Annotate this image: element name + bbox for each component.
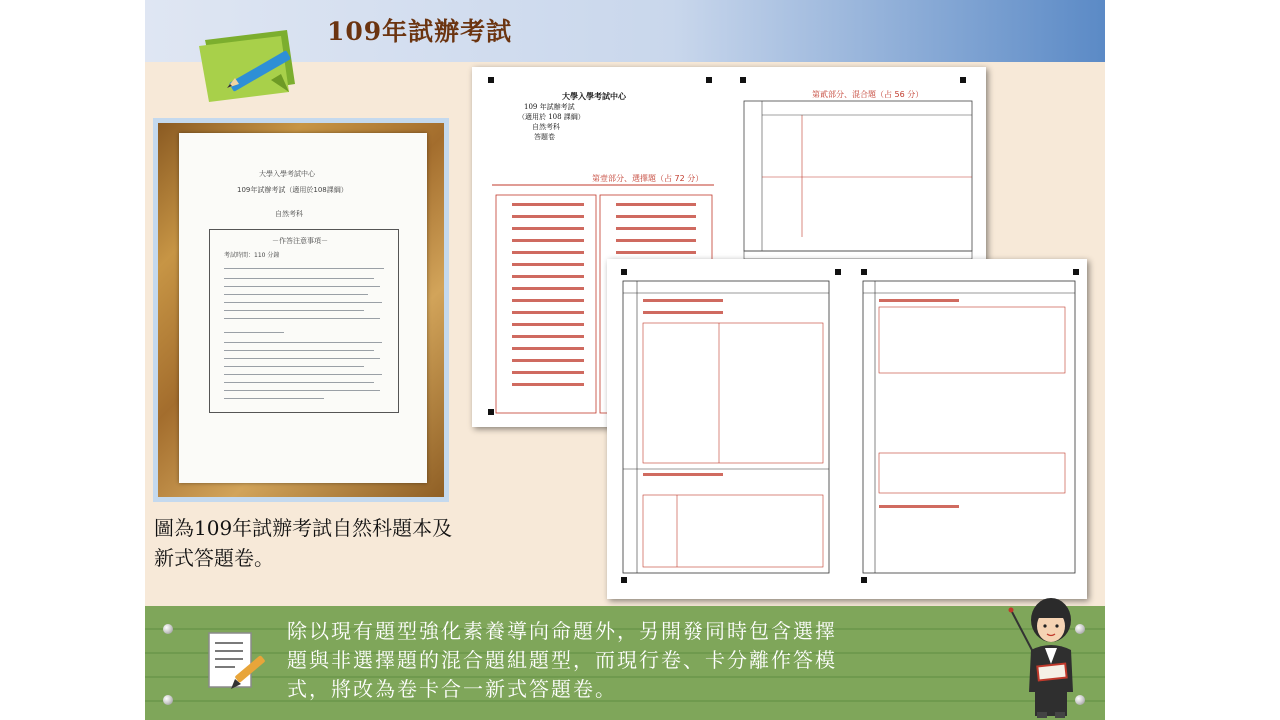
caption-line2: 新式答題卷。 [154,546,274,570]
document-pencil-icon [205,629,267,695]
photo-caption [154,513,514,573]
bottom-line2: 題與非選擇題的混合題組題型，而現行卷、卡分離作答模 [287,648,837,672]
sheet-back-line4: 自然考科 [532,123,560,131]
photo-line3: 自然考科 [275,210,303,218]
exam-booklet-photo [179,133,427,483]
sheet-back-section2: 第貳部分、混合題（占 56 分） [812,90,924,99]
photo-line1: 大學入學考試中心 [259,170,315,178]
caption-line1: 圖為109年試辦考試自然科題本及 [154,516,453,540]
sheet-back-line5: 答題卷 [534,133,555,141]
pencil-note-icon [187,22,307,106]
sheet-back-header: 大學入學考試中心 [562,91,626,101]
exam-time: 考試時間：110 分鐘 [224,252,280,259]
sheet-back-section1: 第壹部分、選擇題（占 72 分） [592,174,704,183]
slide [145,0,1105,720]
photo-line2: 109年試辦考試（適用於108課綱） [237,186,348,194]
answer-sheet-front-drawing [607,259,1087,599]
screw-icon [163,624,173,634]
teacher-illustration [1007,592,1093,720]
bottom-description [287,617,947,704]
sheet-back-line2: 109 年試辦考試 [524,103,575,111]
notice-box [209,229,399,413]
sheet-back-line3: （適用於 108 課綱） [518,113,585,121]
notice-title: －作答注意事項－ [272,237,328,245]
screw-icon [163,695,173,705]
bottom-line3: 式，將改為卷卡合一新式答題卷。 [287,677,617,701]
answer-sheet-front [607,259,1087,599]
slide-title: 109年試辦考試 [327,17,513,46]
bottom-line1: 除以現有題型強化素養導向命題外，另開發同時包含選擇 [287,619,837,643]
